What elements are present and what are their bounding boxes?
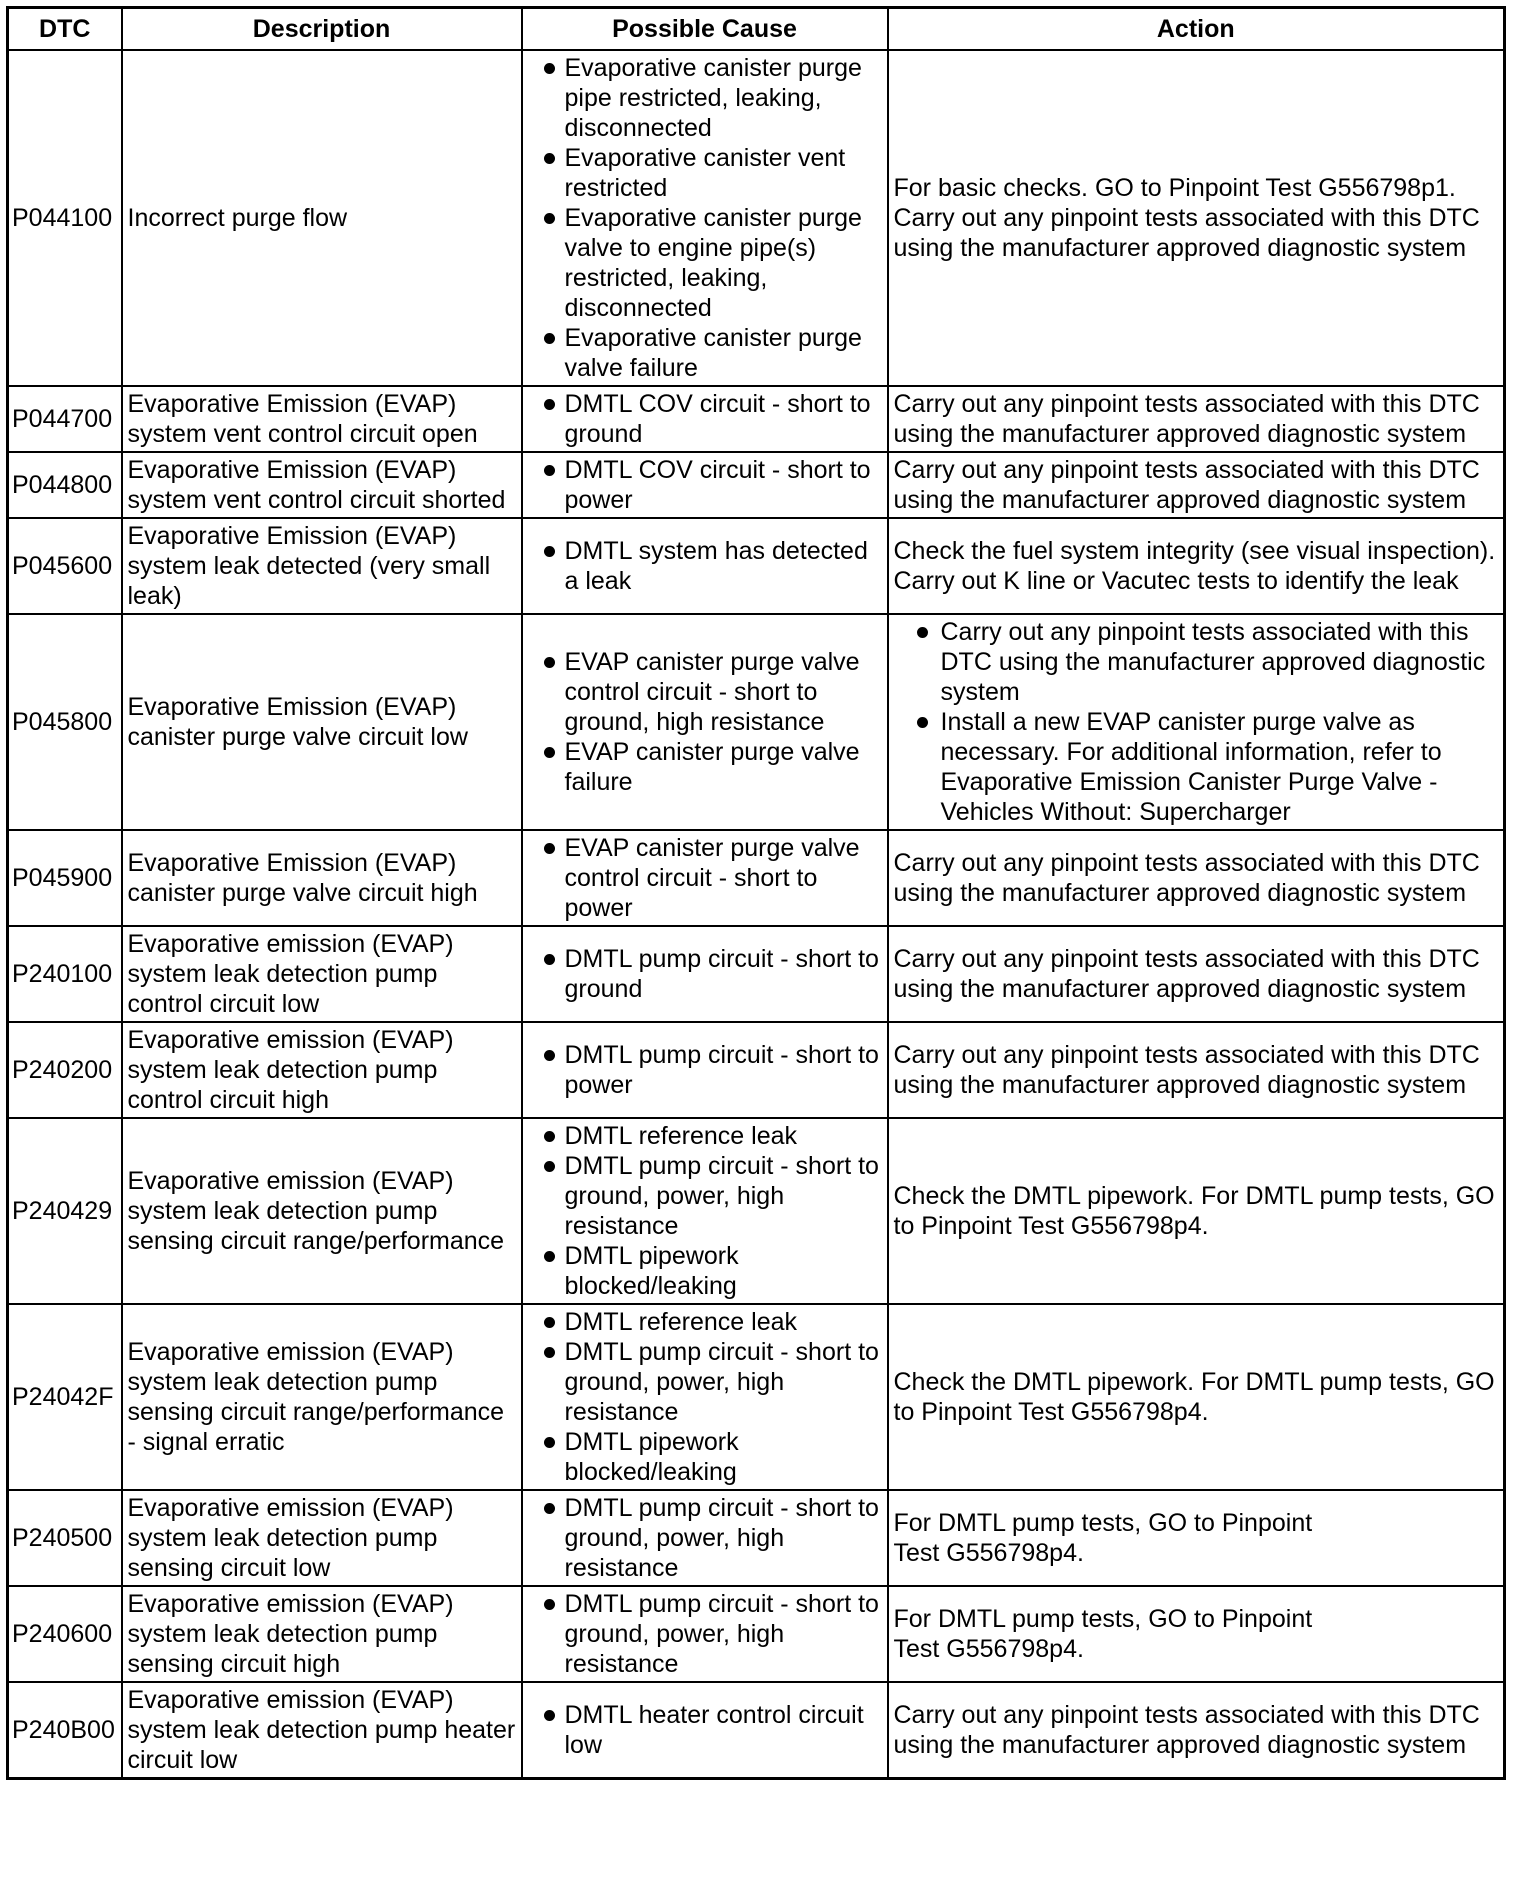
action-cell <box>888 386 1505 452</box>
action-cell <box>888 50 1505 386</box>
dtc-code: P240600 <box>8 1586 122 1682</box>
action-text: For DMTL pump tests, GO to Pinpoint <box>893 1509 1313 1537</box>
dtc-description: Evaporative emission (EVAP) system leak detection pump sensing circuit range/performance <box>122 1118 522 1304</box>
cause-list <box>527 944 883 1004</box>
table-row <box>8 1682 1505 1779</box>
cause-item: DMTL pump circuit - short to ground, power, high resistance <box>527 1589 883 1679</box>
cause-item: DMTL reference leak <box>527 1307 883 1337</box>
dtc-description: Evaporative emission (EVAP) system leak detection pump control circuit high <box>122 1022 522 1118</box>
possible-cause-cell <box>522 452 888 518</box>
dtc-code: P240500 <box>8 1490 122 1586</box>
header-dtc: DTC <box>8 8 122 51</box>
table-row <box>8 926 1505 1022</box>
possible-cause-cell <box>522 1304 888 1490</box>
dtc-description: Incorrect purge flow <box>122 50 522 386</box>
dtc-description: Evaporative emission (EVAP) system leak detection pump sensing circuit range/performance - signal erratic <box>122 1304 522 1490</box>
action-text: Carry out any pinpoint tests associated with this DTC using the manufacturer approved diagnostic system <box>893 390 1480 448</box>
cause-list <box>527 1589 883 1679</box>
dtc-description: Evaporative emission (EVAP) system leak detection pump sensing circuit high <box>122 1586 522 1682</box>
action-cell <box>888 1490 1505 1586</box>
cause-item: DMTL pump circuit - short to ground, power, high resistance <box>527 1337 883 1427</box>
action-item: Carry out any pinpoint tests associated with this DTC using the manufacturer approved diagnostic system <box>894 617 1499 707</box>
dtc-code: P240B00 <box>8 1682 122 1779</box>
cause-list <box>527 53 883 383</box>
cause-item: EVAP canister purge valve failure <box>527 737 883 797</box>
table-row <box>8 518 1505 614</box>
dtc-code: P044700 <box>8 386 122 452</box>
cause-item: DMTL COV circuit - short to power <box>527 455 883 515</box>
dtc-code: P045900 <box>8 830 122 926</box>
possible-cause-cell <box>522 1586 888 1682</box>
table-row <box>8 1118 1505 1304</box>
possible-cause-cell <box>522 518 888 614</box>
action-item: Install a new EVAP canister purge valve as necessary. For additional information, refer to Evaporative Emission Canister Purge Valve - Vehicles Without: Supercharger <box>894 707 1499 827</box>
possible-cause-cell <box>522 926 888 1022</box>
dtc-code: P240100 <box>8 926 122 1022</box>
action-cell <box>888 614 1505 830</box>
dtc-code: P044100 <box>8 50 122 386</box>
dtc-description: Evaporative emission (EVAP) system leak detection pump heater circuit low <box>122 1682 522 1779</box>
cause-list <box>527 1307 883 1487</box>
dtc-description: Evaporative Emission (EVAP) canister purge valve circuit high <box>122 830 522 926</box>
cause-item: DMTL pump circuit - short to power <box>527 1040 883 1100</box>
header-description: Description <box>122 8 522 51</box>
table-row <box>8 452 1505 518</box>
dtc-table <box>6 6 1506 1780</box>
action-list <box>894 617 1499 827</box>
action-text: Test G556798p4. <box>893 1539 1084 1567</box>
action-cell <box>888 1304 1505 1490</box>
action-text: Carry out any pinpoint tests associated with this DTC using the manufacturer approved diagnostic system <box>893 945 1480 1003</box>
cause-item: EVAP canister purge valve control circuit - short to power <box>527 833 883 923</box>
dtc-code: P045600 <box>8 518 122 614</box>
cause-item: EVAP canister purge valve control circuit - short to ground, high resistance <box>527 647 883 737</box>
cause-item: DMTL pump circuit - short to ground, power, high resistance <box>527 1151 883 1241</box>
action-cell <box>888 1586 1505 1682</box>
possible-cause-cell <box>522 1490 888 1586</box>
cause-item: Evaporative canister vent restricted <box>527 143 883 203</box>
possible-cause-cell <box>522 1682 888 1779</box>
action-text: Carry out any pinpoint tests associated with this DTC using the manufacturer approved diagnostic system <box>893 1701 1480 1759</box>
action-text: Carry out any pinpoint tests associated with this DTC using the manufacturer approved diagnostic system <box>893 849 1480 907</box>
action-text: For basic checks. GO to Pinpoint Test G556798p1. <box>893 174 1456 202</box>
possible-cause-cell <box>522 1118 888 1304</box>
action-cell <box>888 926 1505 1022</box>
cause-list <box>527 536 883 596</box>
cause-item: DMTL reference leak <box>527 1121 883 1151</box>
possible-cause-cell <box>522 614 888 830</box>
action-cell <box>888 1118 1505 1304</box>
action-text: Carry out any pinpoint tests associated with this DTC using the manufacturer approved diagnostic system <box>893 456 1480 514</box>
dtc-description: Evaporative Emission (EVAP) system leak detected (very small leak) <box>122 518 522 614</box>
cause-item: DMTL pipework blocked/leaking <box>527 1427 883 1487</box>
cause-list <box>527 1121 883 1301</box>
header-action: Action <box>888 8 1505 51</box>
cause-list <box>527 1493 883 1583</box>
cause-item: DMTL pump circuit - short to ground <box>527 944 883 1004</box>
possible-cause-cell <box>522 50 888 386</box>
cause-list <box>527 1040 883 1100</box>
dtc-code: P240200 <box>8 1022 122 1118</box>
cause-item: DMTL COV circuit - short to ground <box>527 389 883 449</box>
table-row <box>8 1490 1505 1586</box>
table-row <box>8 614 1505 830</box>
action-cell <box>888 518 1505 614</box>
cause-list <box>527 455 883 515</box>
action-text: Check the fuel system integrity (see visual inspection). <box>893 537 1496 565</box>
action-text: For DMTL pump tests, GO to Pinpoint <box>893 1605 1313 1633</box>
table-row <box>8 1586 1505 1682</box>
action-text: Carry out any pinpoint tests associated with this DTC using the manufacturer approved diagnostic system <box>893 204 1480 262</box>
cause-list <box>527 833 883 923</box>
table-row <box>8 50 1505 386</box>
possible-cause-cell <box>522 830 888 926</box>
cause-item: DMTL heater control circuit low <box>527 1700 883 1760</box>
possible-cause-cell <box>522 386 888 452</box>
cause-list <box>527 389 883 449</box>
table-row <box>8 1304 1505 1490</box>
cause-list <box>527 1700 883 1760</box>
dtc-document <box>6 6 1506 1780</box>
dtc-code: P240429 <box>8 1118 122 1304</box>
dtc-description: Evaporative Emission (EVAP) canister purge valve circuit low <box>122 614 522 830</box>
action-text: Carry out K line or Vacutec tests to identify the leak <box>893 567 1459 595</box>
cause-item: Evaporative canister purge pipe restricted, leaking, disconnected <box>527 53 883 143</box>
dtc-code: P045800 <box>8 614 122 830</box>
cause-item: Evaporative canister purge valve failure <box>527 323 883 383</box>
action-cell <box>888 452 1505 518</box>
cause-list <box>527 647 883 797</box>
action-text: Carry out any pinpoint tests associated with this DTC using the manufacturer approved diagnostic system <box>893 1041 1480 1099</box>
possible-cause-cell <box>522 1022 888 1118</box>
cause-item: DMTL system has detected a leak <box>527 536 883 596</box>
dtc-description: Evaporative emission (EVAP) system leak detection pump sensing circuit low <box>122 1490 522 1586</box>
dtc-description: Evaporative Emission (EVAP) system vent control circuit open <box>122 386 522 452</box>
table-row <box>8 1022 1505 1118</box>
table-body <box>8 50 1505 1779</box>
cause-item: DMTL pipework blocked/leaking <box>527 1241 883 1301</box>
action-text: Test G556798p4. <box>893 1635 1084 1663</box>
table-row <box>8 386 1505 452</box>
table-row <box>8 830 1505 926</box>
header-possible-cause: Possible Cause <box>522 8 888 51</box>
dtc-description: Evaporative emission (EVAP) system leak detection pump control circuit low <box>122 926 522 1022</box>
action-text: Check the DMTL pipework. For DMTL pump tests, GO to Pinpoint Test G556798p4. <box>893 1368 1495 1426</box>
cause-item: DMTL pump circuit - short to ground, power, high resistance <box>527 1493 883 1583</box>
dtc-code: P24042F <box>8 1304 122 1490</box>
dtc-description: Evaporative Emission (EVAP) system vent control circuit shorted <box>122 452 522 518</box>
action-cell <box>888 1022 1505 1118</box>
dtc-code: P044800 <box>8 452 122 518</box>
action-cell <box>888 830 1505 926</box>
table-header-row <box>8 8 1505 51</box>
cause-item: Evaporative canister purge valve to engine pipe(s) restricted, leaking, disconnected <box>527 203 883 323</box>
action-text: Check the DMTL pipework. For DMTL pump tests, GO to Pinpoint Test G556798p4. <box>893 1182 1495 1240</box>
action-cell <box>888 1682 1505 1779</box>
